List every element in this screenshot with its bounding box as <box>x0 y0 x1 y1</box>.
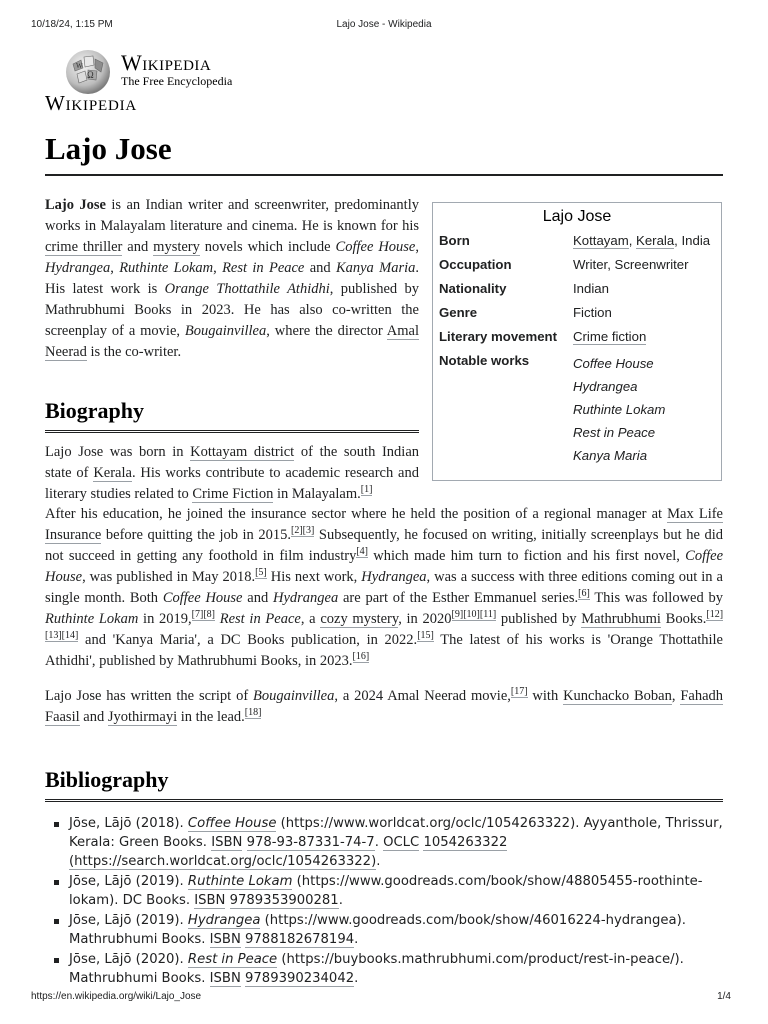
link-kerala-state[interactable]: Kerala <box>93 465 132 481</box>
list-item: Hydrangea <box>573 379 638 394</box>
citation-link[interactable]: [12] <box>706 609 724 621</box>
biography-paragraph-1b: After his education, he joined the insurance sector where he held the position of a regional manager at Max Life Insurance before quitting the job in 2015.[2][3] Subsequently, he focused on writing, initially screenplays but he did not succeed in getting any foothold in film industry[4] which made him turn to fiction and his first novel, Coffee House, was published in May 2018.[5] His next work, Hydrangea, was a success with three editions coming out in a single month. Both Coffee House and Hydrangea are part of the Esther Emmanuel series.[6] This was followed by Ruthinte Lokam in 2019,[7][8] Rest in Peace, a cozy mystery, in 2020[9][10][11] published by Mathrubhumi Books.[12][13][14] and 'Kanya Maria', a DC Books publication, in 2022.[15] The latest of his works is 'Orange Thottathile Athidhi', published by Mathrubhumi Books, in 2023.[16] <box>45 506 724 669</box>
intro-paragraph: Lajo Jose is an Indian writer and screenwriter, predominantly works in Malayalam literature and cinema. He is known for his crime thriller and mystery novels which include Coffee House, Hydrangea, Ruthinte Lokam, Rest in Peace and Kanya Maria. His latest work is Orange Thottathile Athidhi, published by Mathrubhumi Books in 2023. He has also co-written the screenplay of a movie, Bougainvillea, where the director Amal Neerad is the co-writer. <box>45 197 420 360</box>
wikipedia-logo[interactable] <box>63 46 263 96</box>
print-doc-title: Lajo Jose - Wikipedia <box>336 19 432 30</box>
link-kerala[interactable]: Kerala <box>636 233 675 248</box>
oclc-number-link[interactable]: 1054263322 (https://search.worldcat.org/oclc/1054263322) <box>69 835 508 869</box>
isbn-number-link[interactable]: 9789390234042 <box>245 971 355 986</box>
isbn-link[interactable]: ISBN <box>209 971 241 986</box>
citation-link[interactable]: [13] <box>45 630 62 642</box>
citation-link[interactable]: [1] <box>360 484 373 496</box>
link-mystery[interactable]: mystery <box>153 239 200 255</box>
infobox-label: Nationality <box>439 281 507 296</box>
infobox-value <box>573 352 715 474</box>
isbn-link[interactable]: ISBN <box>209 932 241 947</box>
biography-paragraph-2: Lajo Jose has written the script of Bougainvillea, a 2024 Amal Neerad movie,[17] with Kunchacko Boban, Fahadh Faasil and Jyothirmayi in the lead.[18] <box>45 686 724 725</box>
link-fahadh-faasil[interactable]: Fahadh Faasil <box>45 688 724 725</box>
link-crime-fiction-infobox[interactable]: Crime fiction <box>573 329 647 344</box>
biography-paragraph-1a: Lajo Jose was born in Kottayam district of the south Indian state of Kerala. His works contribute to academic research and literary studies related to Crime Fiction in Malayalam.[1] <box>45 444 420 502</box>
citation-link[interactable]: [14] <box>61 630 79 642</box>
list-item: Jōse, Lājō (2020). Rest in Peace (https://buybooks.mathrubhumi.com/product/rest-in-peace/). Mathrubhumi Books. ISBN 9789390234042. <box>69 950 723 988</box>
list-item: Ruthinte Lokam <box>573 402 666 417</box>
infobox-row-nationality <box>439 280 715 304</box>
list-item: Kanya Maria <box>573 448 648 463</box>
link-mathrubhumi[interactable]: Mathrubhumi <box>581 611 661 627</box>
link-kottayam[interactable]: Kottayam <box>573 233 629 248</box>
link-kunchacko-boban[interactable]: Kunchacko Boban <box>563 688 672 704</box>
citation-link[interactable]: [16] <box>352 651 370 663</box>
infobox-value: Fiction <box>573 305 612 320</box>
citation-link[interactable]: [9] <box>451 609 464 621</box>
list-item: Rest in Peace <box>573 425 656 440</box>
citation-link[interactable]: [18] <box>244 707 262 719</box>
citation-link[interactable]: [6] <box>578 588 590 600</box>
link-kottayam-district[interactable]: Kottayam district <box>190 444 295 460</box>
infobox-row-works <box>439 352 715 474</box>
print-header <box>31 19 737 33</box>
infobox-value: Kottayam, Kerala, India <box>573 233 711 248</box>
infobox-value: Indian <box>573 281 609 296</box>
link-crime-thriller[interactable]: crime thriller <box>45 239 123 255</box>
subject-name: Lajo Jose <box>45 197 106 213</box>
heading-biography: Biography <box>45 398 419 433</box>
isbn-number-link[interactable]: 978-93-87331-74-7 <box>246 835 375 850</box>
heading-bibliography: Bibliography <box>45 767 723 802</box>
logo-wordmark: Wikipedia <box>121 50 212 75</box>
ref-1 <box>361 484 373 496</box>
infobox-row-movement <box>439 328 715 352</box>
wikipedia-globe-icon <box>63 46 113 96</box>
link-jyothirmayi[interactable]: Jyothirmayi <box>107 709 178 725</box>
svg-text:Ω: Ω <box>87 70 94 80</box>
infobox-title: Lajo Jose <box>542 208 612 225</box>
infobox-label: Genre <box>439 305 478 320</box>
bibliography-list <box>45 814 723 989</box>
isbn-link[interactable]: ISBN <box>194 893 226 908</box>
isbn-link[interactable]: ISBN <box>211 835 243 850</box>
infobox-row-occupation <box>439 256 715 280</box>
wikipedia-wordmark: Wikipedia <box>45 91 138 115</box>
infobox-row-genre <box>439 304 715 328</box>
print-url: https://en.wikipedia.org/wiki/Lajo_Jose <box>31 991 202 1002</box>
infobox-label: Notable works <box>439 353 530 368</box>
notable-works-list <box>573 352 715 467</box>
infobox-label: Occupation <box>439 257 512 272</box>
isbn-number-link[interactable]: 9789353900281 <box>229 893 339 908</box>
citation-link[interactable]: [8] <box>203 609 216 621</box>
book-title-link[interactable]: Coffee House <box>187 816 277 831</box>
link-cozy-mystery[interactable]: cozy mystery <box>320 611 399 627</box>
logo-tagline: The Free Encyclopedia <box>121 74 233 88</box>
svg-text:W: W <box>76 62 83 70</box>
page-title: Lajo Jose <box>45 130 723 176</box>
citation-link[interactable]: [15] <box>417 630 434 642</box>
citation-link[interactable]: [4] <box>356 546 369 558</box>
citation-link[interactable]: [2] <box>290 525 303 537</box>
infobox <box>432 202 722 481</box>
citation-link[interactable]: [5] <box>255 567 267 579</box>
link-crime-fiction[interactable]: Crime Fiction <box>192 486 274 502</box>
book-title-link[interactable]: Ruthinte Lokam <box>187 874 293 889</box>
infobox-table <box>439 232 715 474</box>
link-amal-neerad[interactable]: Amal Neerad <box>45 323 419 360</box>
print-page-number: 1/4 <box>717 991 731 1002</box>
isbn-number-link[interactable]: 9788182678194 <box>245 932 355 947</box>
print-footer <box>31 991 737 1005</box>
citation-link[interactable]: [17] <box>510 686 528 698</box>
born-suffix: , India <box>674 233 711 248</box>
citation-link[interactable]: [3] <box>302 525 315 537</box>
list-item: Jōse, Lājō (2019). Hydrangea (https://www.goodreads.com/book/show/46016224-hydrangea). Mathrubhumi Books. ISBN 9788182678194. <box>69 911 723 949</box>
infobox-label: Literary movement <box>439 329 557 344</box>
print-datetime: 10/18/24, 1:15 PM <box>31 19 113 30</box>
link-max-life[interactable]: Max Life Insurance <box>45 506 723 543</box>
infobox-row-born <box>439 232 715 256</box>
citation-link[interactable]: [11] <box>479 609 497 621</box>
book-title-link[interactable]: Rest in Peace <box>187 952 278 967</box>
list-item: Coffee House <box>573 356 654 371</box>
citation-link[interactable]: [7] <box>191 609 204 621</box>
infobox-value <box>573 328 715 352</box>
list-item: Jōse, Lājō (2019). Ruthinte Lokam (https://www.goodreads.com/book/show/48805455-roothinte-lokam). DC Books. ISBN 9789353900281. <box>69 872 723 910</box>
list-item: Jōse, Lājō (2018). Coffee House (https://www.worldcat.org/oclc/1054263322). Ayyanthole, Thrissur, Kerala: Green Books. ISBN 978-93-87331-74-7. OCLC 1054263322 (https://search.worldcat.org/oclc/1054263322). <box>69 816 723 869</box>
book-title-link[interactable]: Hydrangea <box>187 913 261 928</box>
oclc-link[interactable]: OCLC <box>383 835 420 850</box>
infobox-label: Born <box>439 233 470 248</box>
infobox-value: Writer, Screenwriter <box>573 257 689 272</box>
citation-link[interactable]: [10] <box>463 609 480 621</box>
